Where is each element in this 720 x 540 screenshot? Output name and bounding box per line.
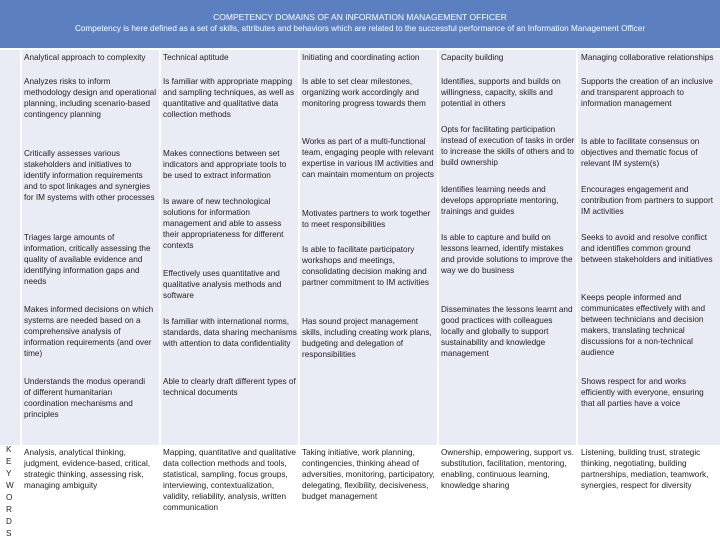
competency-item: Is familiar with appropriate mapping and sampling techniques, as well as quantitative and qualitative data collection methods xyxy=(163,77,295,119)
competency-item: Critically assesses various stakeholders and initiatives to identify information requirements and to spot linkages and synergies for IM systems with other processes xyxy=(24,149,155,202)
competency-item: Supports the creation of an inclusive and transparent approach to information management xyxy=(581,77,713,108)
competency-item: Effectively uses quantitative and qualitative analysis methods and software xyxy=(163,269,282,300)
keyword-letter: Y xyxy=(6,469,12,478)
competency-item: Disseminates the lessons learnt and good practices with colleagues locally and globally to support sustainability and knowledge management xyxy=(441,305,573,358)
header-title: COMPETENCY DOMAINS OF AN INFORMATION MANAGEMENT OFFICER xyxy=(213,12,507,22)
column-heading: Managing collaborative relationships xyxy=(581,53,714,62)
competency-item: Is familiar with international norms, standards, data sharing mechanisms with attention to data confidentiality xyxy=(163,317,297,348)
competency-item: Seeks to avoid and resolve conflict and identifies common ground between stakeholders and initiatives xyxy=(581,233,713,264)
keywords-sidebar xyxy=(0,445,20,540)
competency-item: Is able to facilitate participatory workshops and meetings, consolidating decision making and partner commitment to IM activities xyxy=(302,245,429,287)
keyword-letter: D xyxy=(6,517,12,526)
keywords-text: Taking initiative, work planning, contingencies, thinking ahead of adversities, monitoring, participatory, delegating, flexibility, decisiveness, budget management xyxy=(302,448,435,501)
header-banner xyxy=(0,0,720,48)
competency-item: Motivates partners to work together to meet responsibilities xyxy=(302,209,431,229)
competency-item: Analyzes risks to inform methodology design and operational planning, including scenario-based contingency planning xyxy=(24,77,157,119)
column-heading: Analytical approach to complexity xyxy=(24,53,146,62)
keyword-letter: R xyxy=(6,505,12,514)
keyword-letter: E xyxy=(6,457,12,466)
competency-table xyxy=(0,50,720,540)
competency-item: Works as part of a multi-functional team, engaging people with relevant expertise in various IM activities and can maintain momentum on projects xyxy=(302,137,434,179)
column-heading: Capacity building xyxy=(441,53,504,62)
competency-item: Keeps people informed and communicates effectively with and between technicians and decision makers, translating technical discussions for a non-technical audience xyxy=(581,293,706,357)
keywords-text: Listening, building trust, strategic thinking, negotiating, building partnerships, mediation, teamwork, synergies, respect for diversity xyxy=(581,448,709,490)
competency-item: Identifies learning needs and develops appropriate mentoring, trainings and guides xyxy=(441,185,559,216)
competency-item: Shows respect for and works efficiently with everyone, ensuring that all parties have a voice xyxy=(581,377,704,408)
competency-item: Makes informed decisions on which systems are needed based on a comprehensive analysis of information requirements (and over time) xyxy=(24,305,154,358)
keywords-text: Mapping, quantitative and qualitative data collection methods and tools, statistical, sampling, focus groups, interviewing, contextualization, validity, reliability, analysis, written communication xyxy=(163,448,296,512)
competency-item: Encourages engagement and contribution from partners to support IM activities xyxy=(581,185,713,216)
keyword-letter: K xyxy=(6,445,12,454)
competency-item: Is aware of new technological solutions for information management and able to assess their appropriateness for different contexts xyxy=(163,197,284,250)
keyword-letter: W xyxy=(6,481,14,490)
keywords-text: Analysis, analytical thinking, judgment, evidence-based, critical, strategic thinking, assessing risk, managing ambiguity xyxy=(24,448,151,490)
keyword-letter: S xyxy=(6,529,12,538)
competency-item: Is able to capture and build on lessons learned, identify mistakes and provide solutions to improve the way we do business xyxy=(441,233,573,275)
competency-item: Opts for facilitating participation instead of execution of tasks in order to increase the skills of others and to build ownership xyxy=(441,125,575,167)
header-subtitle: Competency is here defined as a set of skills, attributes and behaviors which are related to the successful performance of an Information Management Officer xyxy=(74,24,646,33)
keyword-letter: O xyxy=(6,493,13,502)
column-heading: Technical aptitude xyxy=(163,53,229,62)
competency-item: Identifies, supports and builds on willingness, capacity, skills and potential in others xyxy=(441,77,561,108)
keywords-text: Ownership, empowering, support vs. substitution, facilitation, mentoring, enabling, continuous learning, knowledge sharing xyxy=(441,448,574,490)
competency-item: Is able to set clear milestones, organizing work accordingly and monitoring progress towards them xyxy=(302,77,426,108)
competency-item: Makes connections between set indicators and appropriate tools to be used to extract information xyxy=(163,149,287,180)
competency-item: Has sound project management skills, including creating work plans, budgeting and delegation of responsibilities xyxy=(302,317,432,359)
column-heading: Initiating and coordinating action xyxy=(302,53,420,62)
competency-item: Understands the modus operandi of different humanitarian coordination mechanisms and principles xyxy=(24,377,146,419)
competency-item: Able to clearly draft different types of technical documents xyxy=(163,377,296,397)
competency-item: Is able to facilitate consensus on objectives and thematic focus of relevant IM system(s) xyxy=(581,137,700,168)
competency-item: Triages large amounts of information, critically assessing the quality of available evidence and identifying information gaps and needs xyxy=(24,233,151,286)
